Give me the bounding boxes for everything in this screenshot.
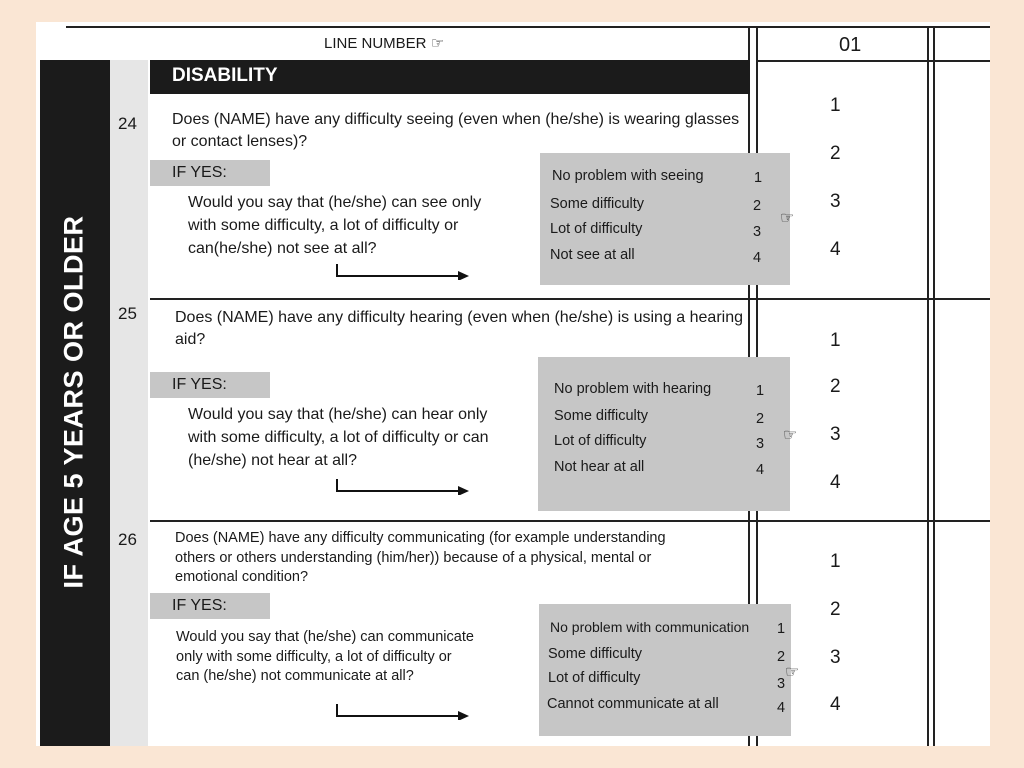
- option-code: 2: [756, 411, 765, 427]
- option-code: 4: [756, 462, 765, 478]
- option-code: 3: [777, 676, 786, 692]
- option-code: 3: [756, 436, 765, 452]
- question-number: 24: [118, 114, 137, 133]
- answer-code[interactable]: 1: [830, 551, 841, 572]
- question-text: Does (NAME) have any difficulty hearing (even when (he/she) is using a hearing aid?: [175, 309, 743, 348]
- option-label: Some difficulty: [548, 646, 643, 662]
- option-code: 1: [777, 621, 786, 637]
- option-label: Not hear at all: [554, 459, 645, 475]
- if-yes-label: IF YES:: [150, 160, 270, 186]
- line-number-header: [324, 34, 444, 52]
- option-code: 3: [753, 224, 762, 240]
- option-code: 1: [754, 170, 763, 186]
- header-rule: [756, 60, 990, 62]
- option-code: 2: [777, 649, 786, 665]
- skip-arrow-icon: [336, 704, 470, 720]
- answer-code[interactable]: 2: [830, 599, 841, 620]
- question-separator: [150, 298, 990, 300]
- top-rule: [66, 26, 990, 28]
- column-divider-right: [927, 26, 929, 746]
- pointing-hand-icon: ☞: [430, 35, 445, 52]
- section-title: DISABILITY: [172, 65, 278, 86]
- if-yes-label: IF YES:: [150, 593, 270, 619]
- skip-arrow-icon: [336, 479, 470, 495]
- answer-code[interactable]: 4: [830, 472, 841, 493]
- followup-text: Would you say that (he/she) can communicate only with some difficulty, a lot of difficulty or can (he/she) not communicate at all?: [176, 629, 474, 684]
- line-number-label: LINE NUMBER: [324, 35, 427, 52]
- column-number: 01: [839, 34, 862, 56]
- if-yes-label: IF YES:: [150, 372, 270, 398]
- option-label: Lot of difficulty: [548, 670, 641, 686]
- question-number-strip: [110, 60, 148, 746]
- answer-code[interactable]: 3: [830, 647, 841, 668]
- answer-code[interactable]: 1: [830, 95, 841, 116]
- question-number: 25: [118, 304, 137, 323]
- skip-arrow-icon: [336, 264, 470, 280]
- option-label: No problem with communication: [550, 619, 750, 635]
- answer-code[interactable]: 3: [830, 424, 841, 445]
- option-label: Lot of difficulty: [550, 221, 643, 237]
- question-text: Does (NAME) have any difficulty seeing (even when (he/she) is wearing glasses or contact lenses)?: [172, 111, 740, 150]
- followup-text: Would you say that (he/she) can see only with some difficulty, a lot of difficulty or can(he/she) not see at all?: [188, 194, 482, 257]
- option-label: No problem with seeing: [552, 168, 704, 184]
- option-label: Cannot communicate at all: [547, 696, 719, 712]
- answer-code[interactable]: 3: [830, 191, 841, 212]
- option-label: Lot of difficulty: [554, 433, 647, 449]
- option-code: 2: [753, 198, 762, 214]
- column-divider-right-inner: [933, 26, 935, 746]
- age-sidebar-label: IF AGE 5 YEARS OR OLDER: [58, 215, 89, 589]
- answer-code[interactable]: 4: [830, 239, 841, 260]
- option-code: 4: [777, 700, 786, 716]
- option-label: Some difficulty: [550, 196, 645, 212]
- answer-code[interactable]: 2: [830, 376, 841, 397]
- pointing-hand-icon: ☞: [780, 210, 795, 227]
- option-label: Some difficulty: [554, 408, 649, 424]
- answer-code[interactable]: 2: [830, 143, 841, 164]
- followup-text: Would you say that (he/she) can hear only with some difficulty, a lot of difficulty or can (he/she) not hear at all?: [188, 406, 489, 469]
- option-code: 1: [756, 383, 765, 399]
- option-label: No problem with hearing: [554, 381, 712, 397]
- option-label: Not see at all: [550, 247, 635, 263]
- question-separator: [150, 520, 990, 522]
- answer-code[interactable]: 4: [830, 694, 841, 715]
- pointing-hand-icon: ☞: [785, 664, 800, 681]
- option-code: 4: [753, 250, 762, 266]
- question-text: Does (NAME) have any difficulty communicating (for example understanding others or others understanding (him/her)) because of a physical, mental or emotional condition?: [175, 530, 666, 585]
- answer-code[interactable]: 1: [830, 330, 841, 351]
- questionnaire-sheet: [36, 22, 990, 746]
- question-number: 26: [118, 530, 137, 549]
- pointing-hand-icon: ☞: [783, 427, 798, 444]
